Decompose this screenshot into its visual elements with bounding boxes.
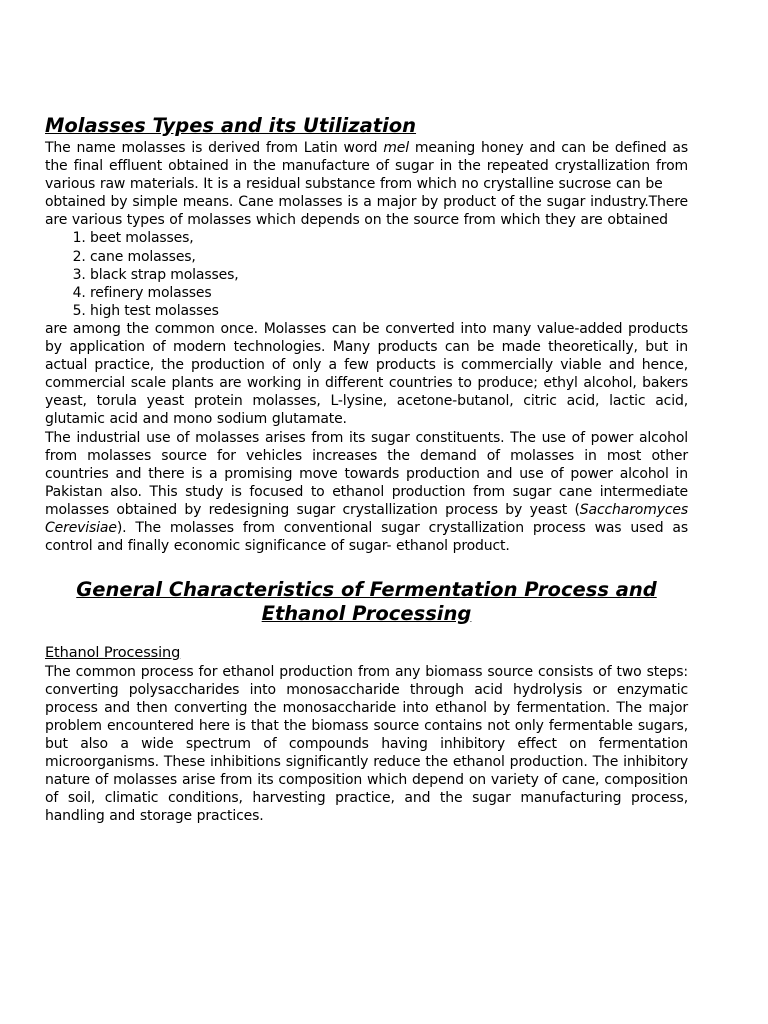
paragraph-industrial-use — [45, 429, 688, 556]
molasses-types-list — [45, 229, 688, 319]
text-span: The industrial use of molasses arises from its sugar constituents. The use of power alcohol from molasses source for vehicles increases the demand of molasses in most other countries and there is a promising move towards production and use of power alcohol in Pakistan also. This study is focused to ethanol production from sugar cane intermediate molasses obtained by redesigning sugar crystallization process by yeast ( — [45, 429, 688, 518]
list-item: 4. refinery molasses — [90, 284, 688, 302]
list-item: 3. black strap molasses, — [90, 266, 688, 284]
section-title-line: General Characteristics of Fermentation Process and — [76, 578, 657, 602]
subheading-ethanol-processing: Ethanol Processing — [45, 645, 181, 662]
italic-term-mel: mel — [383, 140, 409, 156]
list-item: 1. beet molasses, — [90, 229, 688, 247]
section-title-line: Ethanol Processing — [261, 601, 472, 625]
section-title-molasses-types: Molasses Types and its Utilization — [45, 114, 417, 137]
list-item: 5. high test molasses — [90, 302, 688, 320]
paragraph-molasses-definition — [45, 139, 688, 193]
list-item: 2. cane molasses, — [90, 248, 688, 266]
text-span: meaning honey and can be defined as the final effluent obtained in the manufacture of sugar in the repeated crystallization from various raw materials. It is a residual substance from which no crystalline sucrose can be — [45, 140, 688, 193]
section-title-fermentation — [45, 578, 688, 625]
document-body — [45, 113, 688, 826]
paragraph-molasses-types-intro: obtained by simple means. Cane molasses is a major by product of the sugar industry.There are various types of molasses which depends on the source from which they are obtained — [45, 194, 688, 229]
text-span: ). The molasses from conventional sugar crystallization process was used as control and finally economic significance of sugar- ethanol product. — [45, 519, 688, 555]
paragraph-value-added-products: are among the common once. Molasses can be converted into many value-added products by application of modern technologies. Many products can be made theoretically, but in actual practice, the production of only a few products is commercially viable and hence, commercial scale plants are working in different countries to produce; ethyl alcohol, bakers yeast, torula yeast protein molasses, L-lysine, acetone-butanol, citric acid, lactic acid, glutamic acid and mono sodium glutamate. — [45, 320, 688, 428]
paragraph-ethanol-process: The common process for ethanol production from any biomass source consists of two steps: converting polysaccharides into monosaccharide through acid hydrolysis or enzymatic process and then converting the monosaccharide into ethanol by fermentation. The major problem encountered here is that the biomass source contains not only fermentable sugars, but also a wide spectrum of compounds having inhibitory effect on fermentation microorganisms. These inhibitions significantly reduce the ethanol production. The inhibitory nature of molasses arise from its composition which depend on variety of cane, composition of soil, climatic conditions, harvesting practice, and the sugar manufacturing process, handling and storage practices. — [45, 663, 688, 825]
italic-species-name: Saccharomyces Cerevisiae — [45, 501, 688, 536]
text-span: The name molasses is derived from Latin word — [45, 140, 384, 156]
